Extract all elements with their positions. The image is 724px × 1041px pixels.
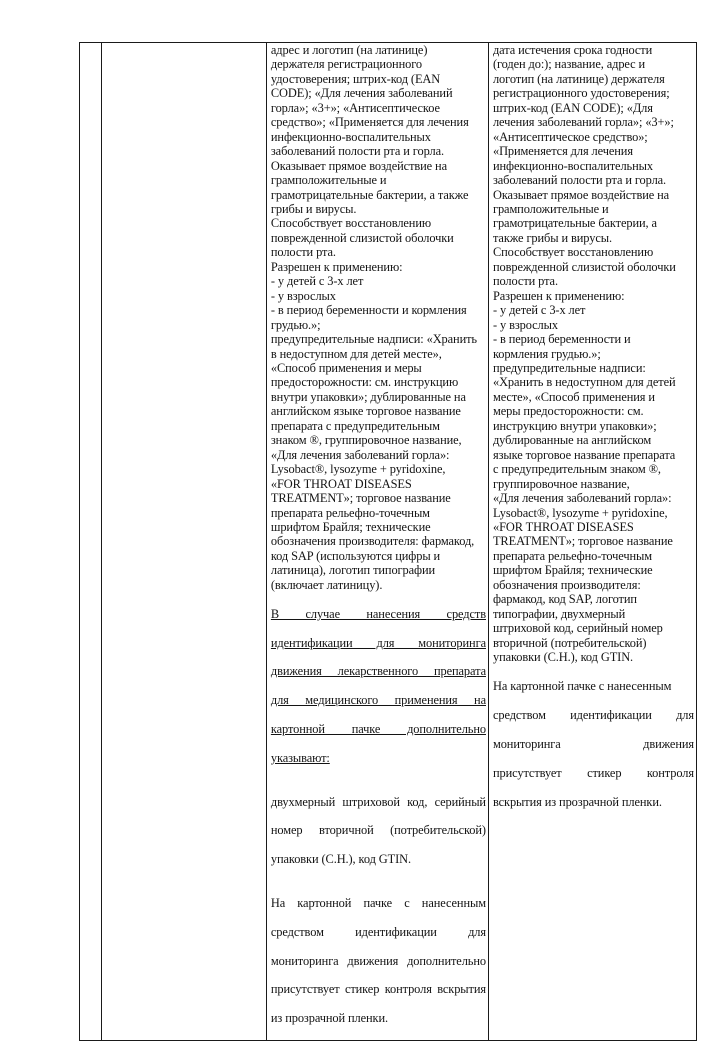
- table-row: [80, 43, 697, 1041]
- text-line: упаковки (С.Н.), код GTIN.: [270, 852, 411, 867]
- text-line: двухмерный штриховой код, серийный: [270, 794, 486, 809]
- left-cell-sticker-text: [271, 881, 486, 1040]
- text-line: присутствует стикер контроля: [492, 765, 694, 780]
- text-line: для медицинского применения на: [270, 693, 486, 708]
- right-cell-sticker-text: [493, 664, 694, 823]
- left-cell-underlined-text: [271, 592, 486, 780]
- text-line: идентификации для мониторинга: [270, 635, 486, 650]
- text-line: картонной пачке дополнительно: [270, 722, 486, 737]
- text-line: мониторинга движения дополнительно: [270, 953, 486, 968]
- table-cell-text-right: [488, 43, 696, 1041]
- table-cell-empty: [102, 43, 267, 1041]
- left-cell-identification-text: [271, 780, 486, 881]
- text-line: На картонной пачке с нанесенным: [270, 895, 486, 910]
- document-table: [79, 42, 697, 1041]
- text-line: вскрытия из прозрачной пленки.: [492, 794, 662, 809]
- table-cell-text-left: [266, 43, 488, 1041]
- table-cell-number: [80, 43, 102, 1041]
- left-cell-main-text: адрес и логотип (на латинице) держателя регистрационного удостоверения; штрих-код (EAN CODE); «Для лечения заболеваний горла»; «3+»; «Антисептическое средство»; «Применяется для лечения инфекционно-воспалительных заболеваний полости рта и горла. Оказывает прямое воздействие на грамположительные и грамотрицательные бактерии, а также грибы и вирусы. Способствует восстановлению поврежденной слизистой оболочки полости рта. Разрешен к применению: - у детей с 3-х лет - у взрослых - в период беременности и кормления грудью.»; предупредительные надписи: «Хранить в недоступном для детей месте», «Способ применения и меры предосторожности: см. инструкцию внутри упаковки»; дублированные на английском языке торговое название препарата с предупредительным знаком ®, группировочное название, «Для лечения заболеваний горла»: Lysobact®, lysozyme + pyridoxine, «FOR THROAT DISEASES TREATMENT»; торговое название препарата рельефно-точечным шрифтом Брайля; технические обозначения производителя: фармакод, код SAP (используются цифры и латиница), логотип типографии (включает латиницу).: [270, 43, 477, 592]
- text-line: средством идентификации для: [270, 924, 486, 939]
- text-line: движения лекарственного препарата: [270, 664, 486, 679]
- text-line: средством идентификации для: [492, 707, 694, 722]
- text-line: указывают:: [270, 751, 330, 766]
- text-line: На картонной пачке с нанесенным: [492, 678, 672, 693]
- text-line: присутствует стикер контроля вскрытия: [270, 982, 486, 997]
- text-line: В случае нанесения средств: [270, 606, 486, 621]
- text-line: мониторинга движения: [492, 736, 694, 751]
- right-cell-main-text: дата истечения срока годности (годен до:); название, адрес и логотип (на латинице) держателя регистрационного удостоверения; штрих-код (EAN CODE); «Для лечения заболеваний горла»; «3+»; «Антисептическое средство»; «Применяется для лечения инфекционно-воспалительных заболеваний полости рта и горла. Оказывает прямое воздействие на грамположительные и грамотрицательные бактерии, а также грибы и вирусы. Способствует восстановлению поврежденной слизистой оболочки полости рта. Разрешен к применению: - у детей с 3-х лет - у взрослых - в период беременности и кормления грудью.»; предупредительные надписи: «Хранить в недоступном для детей месте», «Способ применения и меры предосторожности: см. инструкцию внутри упаковки»; дублированные на английском языке торговое название препарата с предупредительным знаком ®, группировочное название, «Для лечения заболеваний горла»: Lysobact®, lysozyme + pyridoxine, «FOR THROAT DISEASES TREATMENT»; торговое название препарата рельефно-точечным шрифтом Брайля; технические обозначения производителя: фармакод, код SAP, логотип типографии, двухмерный штриховой код, серийный номер вторичной (потребительской) упаковки (С.Н.), код GTIN.: [492, 43, 676, 665]
- text-line: из прозрачной пленки.: [270, 1011, 389, 1026]
- text-line: номер вторичной (потребительской): [270, 823, 486, 838]
